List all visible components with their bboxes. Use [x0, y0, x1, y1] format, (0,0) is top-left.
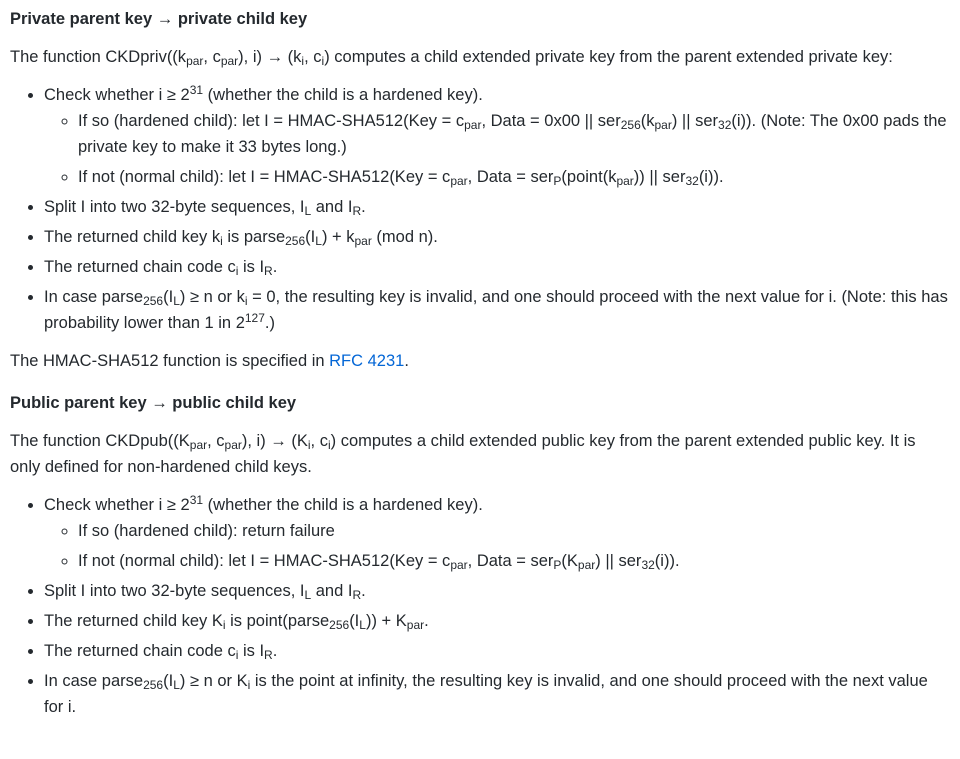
- list-item: • In case $parse_{256}(I_L) \ge n$ or $K_i$ is the point at infinity, the resulting key is invalid, and one should proceed with the next value for i.: [44, 668, 950, 720]
- ckdpriv-substeps: [44, 108, 950, 190]
- heading-private-derivation: Private parent key → private child key: [10, 10, 308, 28]
- list-item: • The returned chain code $c_i$ is $I_R$.: [44, 638, 950, 664]
- list-item: • The returned child key $K_i$ is $point(parse_{256}(I_L)) + K_{par}$.: [44, 608, 950, 634]
- list-item: • In case $parse_{256}(I_L) \ge n$ or $k_i = 0$, the resulting key is invalid, and one should proceed with the next value for i. (Note: this has probability lower than 1 in $2^{127}$.): [44, 284, 950, 336]
- heading-public-derivation: Public parent key → public child key: [10, 394, 297, 412]
- ckdpub-steps: [10, 492, 950, 720]
- ckdpub-intro: The function $CKDpub((K_{par}$, $c_{par}$), $i) \to (K_i$, $c_i$) computes a child extended public key from the parent extended public key. It is only defined for non-hardened child keys.: [10, 432, 916, 476]
- list-item: • Check whether $i \ge 2^{31}$ (whether the child is a hardened key). ◦ If so (hardened child): return failure ◦ If not (normal child): let I = HMAC-SHA512(Key = $c_{par}$, Data = $ser_P(K_{par})$ || ser$_{32}$(i)).: [44, 492, 950, 574]
- list-item: • Split I into two 32-byte sequences, $I_L$ and $I_R$.: [44, 578, 950, 604]
- list-item: • Check whether $i \ge 2^{31}$ (whether the child is a hardened key). ◦ If so (hardened child): let I = HMAC-SHA512(Key = $c_{par}$, Data = 0x00 || $ser_{256}(k_{par})$ || ser$_{32}$(i)). (Note: The 0x00 pads the private key to make it 33 bytes long.) ◦ If not (normal child): let I = HMAC-SHA512(Key = $c_{par}$, Data = $ser_P(point(k_{par}))$ || ser$_{32}$(i)).: [44, 82, 950, 190]
- list-item: ◦ If so (hardened child): return failure: [78, 518, 950, 544]
- list-item: • The returned chain code $c_i$ is $I_R$.: [44, 254, 950, 280]
- rfc-4231-link[interactable]: RFC 4231: [329, 352, 405, 370]
- list-item: • Split I into two 32-byte sequences, $I_L$ and $I_R$.: [44, 194, 950, 220]
- hmac-spec-note: The HMAC-SHA512 function is specified in RFC 4231.: [10, 352, 409, 370]
- ckdpriv-steps: [10, 82, 950, 336]
- ckdpriv-intro: The function $CKDpriv((k_{par}$, $c_{par}$), $i) \to (k_i$, $c_i$) computes a child extended private key from the parent extended private key:: [10, 48, 893, 68]
- list-item: ◦ If not (normal child): let I = HMAC-SHA512(Key = $c_{par}$, Data = $ser_P(point(k_{par}))$ || ser$_{32}$(i)).: [78, 164, 950, 190]
- list-item: ◦ If so (hardened child): let I = HMAC-SHA512(Key = $c_{par}$, Data = 0x00 || $ser_{256}(k_{par})$ || ser$_{32}$(i)). (Note: The 0x00 pads the private key to make it 33 bytes long.): [78, 108, 950, 160]
- document: [0, 6, 960, 720]
- list-item: • The returned child key $k_i$ is $parse_{256}(I_L) + k_{par}$ (mod n).: [44, 224, 950, 250]
- list-item: ◦ If not (normal child): let I = HMAC-SHA512(Key = $c_{par}$, Data = $ser_P(K_{par})$ || ser$_{32}$(i)).: [78, 548, 950, 574]
- ckdpub-substeps: [44, 518, 950, 574]
